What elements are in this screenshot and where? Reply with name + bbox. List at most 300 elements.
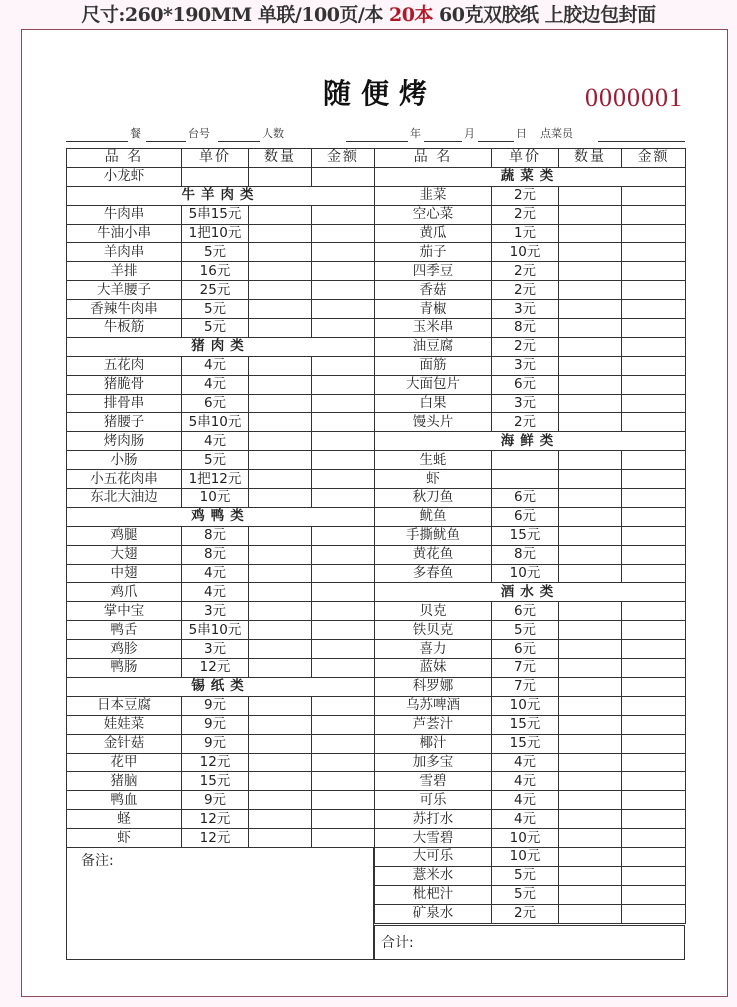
item-name: 羊排: [67, 262, 182, 281]
menu-item-row: [67, 791, 375, 810]
item-quantity-cell[interactable]: [249, 829, 312, 848]
item-price: 3元: [182, 640, 249, 659]
item-amount-cell[interactable]: [622, 262, 686, 281]
item-name: 日本豆腐: [67, 696, 182, 715]
category-row: [67, 337, 375, 356]
item-amount-cell[interactable]: [622, 281, 686, 300]
notes-box[interactable]: [66, 848, 374, 960]
item-amount-cell[interactable]: [622, 847, 686, 866]
item-quantity-cell[interactable]: [559, 205, 622, 224]
item-amount-cell[interactable]: [312, 526, 375, 545]
item-price: 1元: [492, 224, 559, 243]
item-name: 手撕鱿鱼: [375, 526, 492, 545]
item-quantity-cell[interactable]: [559, 772, 622, 791]
day-label: 日: [516, 127, 527, 140]
item-price: 5元: [492, 885, 559, 904]
item-quantity-cell[interactable]: [559, 564, 622, 583]
item-amount-cell[interactable]: [312, 772, 375, 791]
item-quantity-cell[interactable]: [559, 507, 622, 526]
table-header-row: [67, 149, 375, 168]
item-name: 鸭血: [67, 791, 182, 810]
item-quantity-cell[interactable]: [249, 621, 312, 640]
item-quantity-cell[interactable]: [559, 640, 622, 659]
item-price: 15元: [492, 715, 559, 734]
item-quantity-cell[interactable]: [249, 564, 312, 583]
item-amount-cell[interactable]: [622, 451, 686, 470]
item-amount-cell[interactable]: [622, 696, 686, 715]
item-quantity-cell[interactable]: [249, 734, 312, 753]
item-name: 贝克: [375, 602, 492, 621]
item-amount-cell[interactable]: [312, 375, 375, 394]
item-amount-cell[interactable]: [622, 677, 686, 696]
item-quantity-cell[interactable]: [559, 847, 622, 866]
item-name: 香辣牛肉串: [67, 300, 182, 319]
item-amount-cell[interactable]: [622, 243, 686, 262]
item-quantity-cell[interactable]: [249, 583, 312, 602]
month-field[interactable]: [424, 141, 462, 142]
item-price: 6元: [182, 394, 249, 413]
item-amount-cell[interactable]: [622, 319, 686, 338]
item-amount-cell[interactable]: [312, 602, 375, 621]
item-amount-cell[interactable]: [622, 753, 686, 772]
item-amount-cell[interactable]: [622, 394, 686, 413]
item-amount-cell[interactable]: [622, 205, 686, 224]
item-price: 4元: [492, 791, 559, 810]
menu-item-row: [375, 224, 686, 243]
item-quantity-cell[interactable]: [559, 602, 622, 621]
item-price: 12元: [182, 753, 249, 772]
menu-item-row: [67, 734, 375, 753]
item-quantity-cell[interactable]: [249, 375, 312, 394]
item-name: 油豆腐: [375, 337, 492, 356]
item-price: 9元: [182, 715, 249, 734]
item-amount-cell[interactable]: [312, 413, 375, 432]
menu-item-row: [375, 677, 686, 696]
item-amount-cell[interactable]: [622, 904, 686, 923]
item-amount-cell[interactable]: [312, 356, 375, 375]
item-name: 牛肉串: [67, 205, 182, 224]
category-label: 锡纸类: [67, 677, 375, 696]
day-field[interactable]: [478, 141, 514, 142]
item-name: 烤肉肠: [67, 432, 182, 451]
menu-table-left: [66, 148, 375, 848]
item-amount-cell[interactable]: [312, 432, 375, 451]
menu-item-row: [67, 319, 375, 338]
item-price: 9元: [182, 696, 249, 715]
spec-banner: [0, 0, 737, 30]
item-name: 鸡腿: [67, 526, 182, 545]
menu-item-row: [67, 583, 375, 602]
item-name: 椰汁: [375, 734, 492, 753]
spec-quantity: 20本: [388, 4, 433, 26]
item-amount-cell[interactable]: [622, 734, 686, 753]
item-amount-cell[interactable]: [312, 243, 375, 262]
item-quantity-cell[interactable]: [559, 356, 622, 375]
item-name: 喜力: [375, 640, 492, 659]
item-quantity-cell[interactable]: [249, 394, 312, 413]
item-name: 鸭肠: [67, 659, 182, 678]
item-amount-cell[interactable]: [622, 640, 686, 659]
menu-item-row: [375, 337, 686, 356]
meal-label: 餐: [130, 127, 141, 140]
item-name: 羊肉串: [67, 243, 182, 262]
item-price: 2元: [492, 904, 559, 923]
item-name: 小肠: [67, 451, 182, 470]
menu-item-row: [67, 394, 375, 413]
item-quantity-cell[interactable]: [249, 432, 312, 451]
item-amount-cell[interactable]: [622, 791, 686, 810]
item-quantity-cell[interactable]: [559, 186, 622, 205]
people-label: 人数: [262, 127, 284, 140]
item-quantity-cell[interactable]: [559, 677, 622, 696]
item-quantity-cell[interactable]: [559, 621, 622, 640]
item-price: 7元: [492, 659, 559, 678]
category-label: 海鲜类: [375, 432, 686, 451]
item-quantity-cell[interactable]: [249, 451, 312, 470]
item-amount-cell[interactable]: [622, 300, 686, 319]
item-quantity-cell[interactable]: [559, 734, 622, 753]
item-name: 枇杷汁: [375, 885, 492, 904]
item-amount-cell[interactable]: [312, 791, 375, 810]
item-quantity-cell[interactable]: [559, 470, 622, 489]
menu-item-row: [67, 167, 375, 186]
item-quantity-cell[interactable]: [559, 904, 622, 923]
item-name: 空心菜: [375, 205, 492, 224]
item-amount-cell[interactable]: [622, 772, 686, 791]
item-price: 2元: [492, 262, 559, 281]
item-quantity-cell[interactable]: [249, 319, 312, 338]
item-quantity-cell[interactable]: [559, 300, 622, 319]
item-quantity-cell[interactable]: [249, 281, 312, 300]
item-amount-cell[interactable]: [622, 375, 686, 394]
item-quantity-cell[interactable]: [249, 243, 312, 262]
menu-item-row: [67, 243, 375, 262]
item-amount-cell[interactable]: [312, 583, 375, 602]
menu-item-row: [375, 205, 686, 224]
item-quantity-cell[interactable]: [559, 337, 622, 356]
item-quantity-cell[interactable]: [249, 205, 312, 224]
table-no-label: 台号: [188, 127, 210, 140]
item-quantity-cell[interactable]: [559, 262, 622, 281]
item-price: 8元: [492, 319, 559, 338]
item-amount-cell[interactable]: [622, 621, 686, 640]
item-price: [492, 451, 559, 470]
menu-item-row: [67, 262, 375, 281]
item-amount-cell[interactable]: [312, 640, 375, 659]
item-quantity-cell[interactable]: [559, 866, 622, 885]
item-price: 8元: [182, 526, 249, 545]
item-amount-cell[interactable]: [622, 715, 686, 734]
item-quantity-cell[interactable]: [559, 451, 622, 470]
menu-item-row: [67, 602, 375, 621]
menu-item-row: [67, 432, 375, 451]
item-name: 大面包片: [375, 375, 492, 394]
menu-item-row: [67, 564, 375, 583]
waiter-field[interactable]: [598, 141, 685, 142]
item-name: 白果: [375, 394, 492, 413]
item-price: 7元: [492, 677, 559, 696]
item-name: 猪脑: [67, 772, 182, 791]
item-price: 5元: [182, 319, 249, 338]
item-amount-cell[interactable]: [622, 356, 686, 375]
item-name: 玉米串: [375, 319, 492, 338]
menu-item-row: [67, 659, 375, 678]
item-quantity-cell[interactable]: [559, 810, 622, 829]
item-quantity-cell[interactable]: [249, 470, 312, 489]
table-header-row: [375, 149, 686, 168]
item-amount-cell[interactable]: [312, 753, 375, 772]
item-amount-cell[interactable]: [622, 602, 686, 621]
item-name: 茄子: [375, 243, 492, 262]
item-quantity-cell[interactable]: [249, 545, 312, 564]
item-name: 四季豆: [375, 262, 492, 281]
item-amount-cell[interactable]: [312, 167, 375, 186]
item-quantity-cell[interactable]: [559, 696, 622, 715]
menu-item-row: [375, 375, 686, 394]
item-amount-cell[interactable]: [622, 885, 686, 904]
item-price: 3元: [492, 394, 559, 413]
menu-item-row: [375, 281, 686, 300]
item-price: 10元: [492, 696, 559, 715]
serial-number: 0000001: [585, 83, 683, 112]
menu-item-row: [67, 715, 375, 734]
menu-item-row: [67, 640, 375, 659]
header-price: 单价: [492, 149, 559, 168]
category-label: 蔬菜类: [375, 167, 686, 186]
item-price: 10元: [182, 489, 249, 508]
item-amount-cell[interactable]: [312, 281, 375, 300]
menu-item-row: [67, 470, 375, 489]
item-amount-cell[interactable]: [622, 224, 686, 243]
item-amount-cell[interactable]: [622, 413, 686, 432]
item-amount-cell[interactable]: [622, 545, 686, 564]
item-quantity-cell[interactable]: [249, 356, 312, 375]
item-quantity-cell[interactable]: [559, 224, 622, 243]
menu-item-row: [67, 224, 375, 243]
item-name: 乌苏啤酒: [375, 696, 492, 715]
category-label: 牛羊肉类: [67, 186, 375, 205]
item-quantity-cell[interactable]: [249, 224, 312, 243]
item-quantity-cell[interactable]: [249, 300, 312, 319]
item-amount-cell[interactable]: [622, 507, 686, 526]
item-amount-cell[interactable]: [312, 696, 375, 715]
item-quantity-cell[interactable]: [249, 715, 312, 734]
menu-item-row: [375, 715, 686, 734]
menu-item-row: [67, 829, 375, 848]
header-quantity: 数量: [559, 149, 622, 168]
year-field[interactable]: [346, 141, 408, 142]
item-quantity-cell[interactable]: [249, 167, 312, 186]
total-box[interactable]: [374, 925, 685, 960]
item-price: 1把12元: [182, 470, 249, 489]
menu-item-row: [67, 696, 375, 715]
item-amount-cell[interactable]: [312, 394, 375, 413]
item-price: 4元: [182, 583, 249, 602]
item-quantity-cell[interactable]: [559, 885, 622, 904]
item-price: 6元: [492, 640, 559, 659]
item-price: 12元: [182, 810, 249, 829]
item-amount-cell[interactable]: [312, 734, 375, 753]
item-quantity-cell[interactable]: [559, 545, 622, 564]
item-amount-cell[interactable]: [312, 262, 375, 281]
item-quantity-cell[interactable]: [249, 810, 312, 829]
item-amount-cell[interactable]: [622, 866, 686, 885]
header-name: 品 名: [375, 149, 492, 168]
item-quantity-cell[interactable]: [559, 526, 622, 545]
item-name: 馒头片: [375, 413, 492, 432]
item-price: 5元: [492, 866, 559, 885]
form-title: 随便烤: [322, 77, 437, 110]
item-name: 虾: [67, 829, 182, 848]
item-quantity-cell[interactable]: [559, 413, 622, 432]
menu-item-row: [375, 470, 686, 489]
item-amount-cell[interactable]: [312, 319, 375, 338]
item-quantity-cell[interactable]: [249, 753, 312, 772]
year-label: 年: [410, 127, 421, 140]
item-name: 排骨串: [67, 394, 182, 413]
item-price: 12元: [182, 659, 249, 678]
item-quantity-cell[interactable]: [249, 696, 312, 715]
item-amount-cell[interactable]: [622, 337, 686, 356]
item-quantity-cell[interactable]: [249, 413, 312, 432]
item-amount-cell[interactable]: [312, 715, 375, 734]
item-amount-cell[interactable]: [622, 829, 686, 848]
item-name: 加多宝: [375, 753, 492, 772]
item-quantity-cell[interactable]: [559, 394, 622, 413]
item-name: 牛油小串: [67, 224, 182, 243]
menu-item-row: [375, 243, 686, 262]
item-name: 青椒: [375, 300, 492, 319]
item-amount-cell[interactable]: [622, 659, 686, 678]
item-price: 10元: [492, 847, 559, 866]
item-price: 4元: [492, 810, 559, 829]
menu-item-row: [375, 489, 686, 508]
item-amount-cell[interactable]: [312, 224, 375, 243]
item-price: 4元: [182, 564, 249, 583]
item-amount-cell[interactable]: [312, 205, 375, 224]
item-price: 2元: [492, 281, 559, 300]
item-name: 黄花鱼: [375, 545, 492, 564]
item-amount-cell[interactable]: [622, 564, 686, 583]
item-amount-cell[interactable]: [312, 564, 375, 583]
menu-item-row: [375, 300, 686, 319]
menu-item-row: [67, 281, 375, 300]
menu-item-row: [375, 319, 686, 338]
spec-text-2: 60克双胶纸 上胶边包封面: [432, 4, 656, 26]
item-quantity-cell[interactable]: [559, 659, 622, 678]
item-price: 2元: [492, 413, 559, 432]
item-price: 10元: [492, 829, 559, 848]
item-amount-cell[interactable]: [622, 470, 686, 489]
item-name: 面筋: [375, 356, 492, 375]
item-amount-cell[interactable]: [622, 810, 686, 829]
item-amount-cell[interactable]: [312, 300, 375, 319]
item-quantity-cell[interactable]: [249, 262, 312, 281]
menu-item-row: [67, 810, 375, 829]
menu-item-row: [375, 394, 686, 413]
item-name: 鸡爪: [67, 583, 182, 602]
category-row: [375, 583, 686, 602]
item-price: 9元: [182, 791, 249, 810]
item-quantity-cell[interactable]: [559, 281, 622, 300]
category-row: [67, 677, 375, 696]
item-price: 2元: [492, 205, 559, 224]
item-name: 多春鱼: [375, 564, 492, 583]
item-amount-cell[interactable]: [312, 829, 375, 848]
item-quantity-cell[interactable]: [559, 791, 622, 810]
item-amount-cell[interactable]: [312, 489, 375, 508]
menu-item-row: [375, 451, 686, 470]
item-price: 5串10元: [182, 621, 249, 640]
item-name: 五花肉: [67, 356, 182, 375]
item-name: 娃娃菜: [67, 715, 182, 734]
menu-item-row: [67, 413, 375, 432]
item-amount-cell[interactable]: [622, 526, 686, 545]
item-amount-cell[interactable]: [312, 810, 375, 829]
item-quantity-cell[interactable]: [559, 243, 622, 262]
menu-item-row: [375, 847, 686, 866]
menu-item-row: [67, 621, 375, 640]
menu-item-row: [375, 866, 686, 885]
item-quantity-cell[interactable]: [559, 715, 622, 734]
item-quantity-cell[interactable]: [249, 640, 312, 659]
item-price: 6元: [492, 507, 559, 526]
item-amount-cell[interactable]: [312, 621, 375, 640]
item-quantity-cell[interactable]: [249, 659, 312, 678]
item-name: 花甲: [67, 753, 182, 772]
item-quantity-cell[interactable]: [559, 319, 622, 338]
item-name: 蛏: [67, 810, 182, 829]
item-name: 猪腰子: [67, 413, 182, 432]
item-amount-cell[interactable]: [312, 470, 375, 489]
item-amount-cell[interactable]: [622, 489, 686, 508]
menu-item-row: [67, 526, 375, 545]
menu-item-row: [375, 564, 686, 583]
item-quantity-cell[interactable]: [559, 489, 622, 508]
item-amount-cell[interactable]: [312, 659, 375, 678]
item-quantity-cell[interactable]: [249, 602, 312, 621]
item-name: 铁贝克: [375, 621, 492, 640]
item-quantity-cell[interactable]: [249, 489, 312, 508]
item-name: 黄瓜: [375, 224, 492, 243]
item-price: 6元: [492, 375, 559, 394]
menu-item-row: [67, 205, 375, 224]
table-no-field[interactable]: [218, 141, 260, 142]
item-price: 2元: [492, 337, 559, 356]
menu-item-row: [375, 621, 686, 640]
menu-item-row: [67, 375, 375, 394]
menu-item-row: [375, 602, 686, 621]
meal-field[interactable]: [66, 141, 128, 142]
item-amount-cell[interactable]: [312, 451, 375, 470]
item-name: 大翅: [67, 545, 182, 564]
item-amount-cell[interactable]: [622, 186, 686, 205]
item-name: 大雪碧: [375, 829, 492, 848]
item-quantity-cell[interactable]: [559, 375, 622, 394]
menu-item-row: [67, 772, 375, 791]
item-name: 鸭舌: [67, 621, 182, 640]
item-quantity-cell[interactable]: [559, 753, 622, 772]
item-quantity-cell[interactable]: [559, 829, 622, 848]
item-price: 4元: [492, 772, 559, 791]
item-quantity-cell[interactable]: [249, 772, 312, 791]
item-name: 雪碧: [375, 772, 492, 791]
item-amount-cell[interactable]: [312, 545, 375, 564]
item-quantity-cell[interactable]: [249, 791, 312, 810]
menu-item-row: [375, 526, 686, 545]
menu-item-row: [375, 262, 686, 281]
item-quantity-cell[interactable]: [249, 526, 312, 545]
